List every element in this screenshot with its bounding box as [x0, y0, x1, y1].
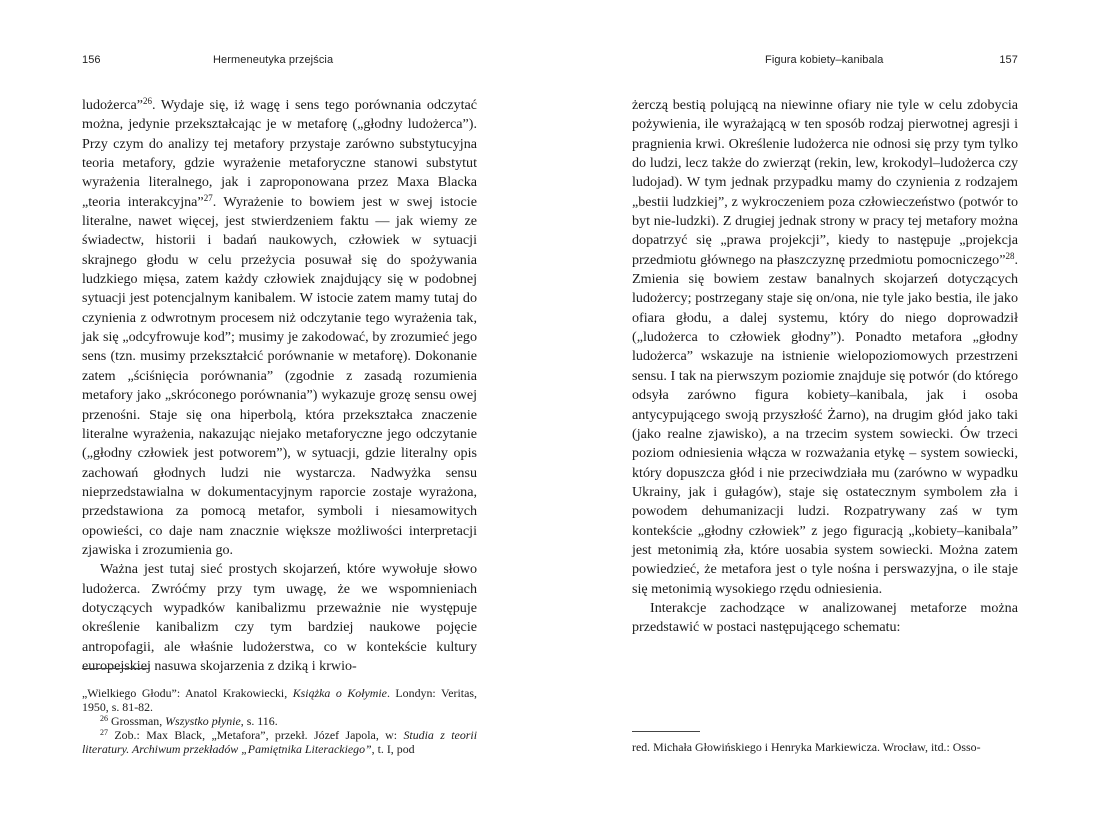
footnote-divider: [632, 731, 700, 732]
footnote-ref-28[interactable]: 28: [1005, 250, 1015, 261]
footnote-ref-27[interactable]: 27: [203, 192, 213, 203]
paragraph: żerczą bestią polującą na niewinne ofiary nie tyle w celu zdobycia pożywienia, ile wyrażającą w ten sposób rodzaj pierwotnej agresji i pragnienia krwi. Określenie ludożerca nie odnosi się przy tym tylko do ludzi, lecz także do zwierząt (rekin, lew, krokodyl–ludożerca czy ludojad). W tym jednak przypadku mamy do czynienia z rodzajem „bestii ludzkiej”, z wykroczeniem poza człowieczeństwo (potwór to byt nie-ludzki). Z drugiej jednak strony w pracy tej metafory można dopatrzyć się „prawa projekcji”, kiedy to następuje „projekcja przedmiotu głównego na płaszczyznę przedmiotu pomocniczego”$^{28}$. Zmienia się bowiem zestaw banalnych skojarzeń dotyczących ludożercy; postrzegany staje się on/ona, nie tyle jako bestia, ile jako ofiara głodu, a dalej systemu, który do niego doprowadził („ludożerca to człowiek głodny”). Ponadto metafora „głodny ludożerca” wskazuje na istnienie wielopoziomowych przestrzeni sensu. I tak na pierwszym poziomie znajduje się potwór (do którego odsyła zarówno figura kobiety–kanibala, jak i osoba antycypującego swoją przyszłość Żarno), na drugim głód jako taki (jako realne zjawisko), a na trzecim system sowiecki. Ów trzeci poziom odniesienia włącza w rozważania etykę – system sowiecki, który dopuszcza głód i nie przeciwdziała mu (zarówno w wypadku Ukrainy, jak i gułagów), staje się ostatecznym symbolem zła i powodem dehumanizacji ludzi. Rozpatrywany zaś w tym kontekście „głodny człowiek” z jego figuracją „kobiety–kanibala” jest metonimią zła, które uosabia system sowiecki. Można zatem powiedzieć, że metafora jest o tyle nośna i perswazyjna, o ile staje się metonimią wysokiego rzędu odniesienia.: [632, 97, 1018, 597]
footnotes: [632, 740, 1018, 754]
page-number: 156: [82, 54, 101, 66]
footnote-continuation: red. Michała Głowińskiego i Henryka Markiewicza. Wrocław, itd.: Osso-: [632, 740, 981, 754]
left-page-header: [82, 54, 477, 68]
page-number: 157: [999, 54, 1018, 66]
right-page-header: [632, 54, 1018, 68]
footnote-continuation: „Wielkiego Głodu”: Anatol Krakowiecki, Książka o Kołymie. Londyn: Veritas, 1950, s. 81-82.: [82, 686, 477, 715]
footnote-divider: [82, 668, 150, 669]
right-page-body: [632, 96, 1018, 638]
footnote-ref-26[interactable]: 26: [143, 96, 153, 106]
footnote-26: $^{26}$ Grossman, Wszystko płynie, s. 116.: [100, 714, 278, 729]
running-title: Hermeneutyka przejścia: [213, 54, 334, 66]
paragraph: Interakcje zachodzące w analizowanej metaforze można przedstawić w postaci następującego schematu:: [632, 599, 1018, 636]
running-title: Figura kobiety–kanibala: [765, 54, 884, 66]
footnote-27: $^{27}$ Zob.: Max Black, „Metafora”, przekł. Józef Japola, w: Studia z teorii literatury. Archiwum przekładów „Pamiętnika Literackiego”, t. I, pod: [82, 728, 478, 757]
paragraph: ludożerca”$^{26}$. Wydaje się, iż wagę i sens tego porównania odczytać można, jedynie przekształcając je w metaforę („głodny ludożerca”). Przy czym do analizy tej metafory przystaje zarówno substytucyjna teoria metafory, gdzie wyrażenie metaforyczne stanowi substytut wyrażenia literalnego, jak i zaproponowana przez Maxa Blacka „teoria interakcyjna”$^{27}$. Wyrażenie to bowiem jest w swej istocie literalne, nawet więcej, jest stwierdzeniem faktu — jak wiemy ze świadectw, historii i badań naukowych, człowiek w sytuacji skrajnego głodu w celu przeżycia posuwał się do spożywania ludzkiego mięsa, zatem każdy człowiek znajdujący się w podobnej sytuacji jest potencjalnym kanibalem. W istocie zatem mamy tutaj do czynienia z odwrotnym procesem niż odczytanie tego wyrażenia tak, jak się „odcyfrowuje kod”; musimy je zakodować, by zrozumieć jego sens (tzn. musimy przekształcić porównanie w metaforę). Dokonanie zatem „ściśnięcia porównania” (zgodnie z zasadą rozumienia metafory jako „skróconego porównania”) wykazuje grozę sensu owej przenośni. Staje się ona hiperbolą, która przekształca znaczenie literalne wyrażenia, nakazując niejako metaforyczne jego odczytanie („głodny człowiek jest potworem”), w sytuacji, gdzie literalny opis zachowań głodnych ludzi nie wystarcza. Nadwyżka sensu nieprzedstawialna w dokumentacyjnym raporcie zostaje wyrażona, przedstawiona za pomocą metafor, symboli i niesamowitych opowieści, co daje nam znacznie większe możliwości interpretacji zjawiska i zrozumienia go.: [82, 96, 477, 558]
left-page: [82, 0, 477, 836]
left-page-body: [82, 96, 477, 676]
right-page: [632, 0, 1018, 836]
paragraph: Ważna jest tutaj sieć prostych skojarzeń, które wywołuje słowo ludożerca. Zwróćmy przy tym uwagę, że we wspomnieniach dotyczących wypadków kanibalizmu przeważnie nie występuje określenie kanibalizm czy tym bardziej naukowe pojęcie antropofagii, ale właśnie ludożerstwa, co w kontekście kultury europejskiej nasuwa skojarzenia z dziką i krwio-: [82, 561, 477, 674]
footnotes: [82, 686, 477, 756]
